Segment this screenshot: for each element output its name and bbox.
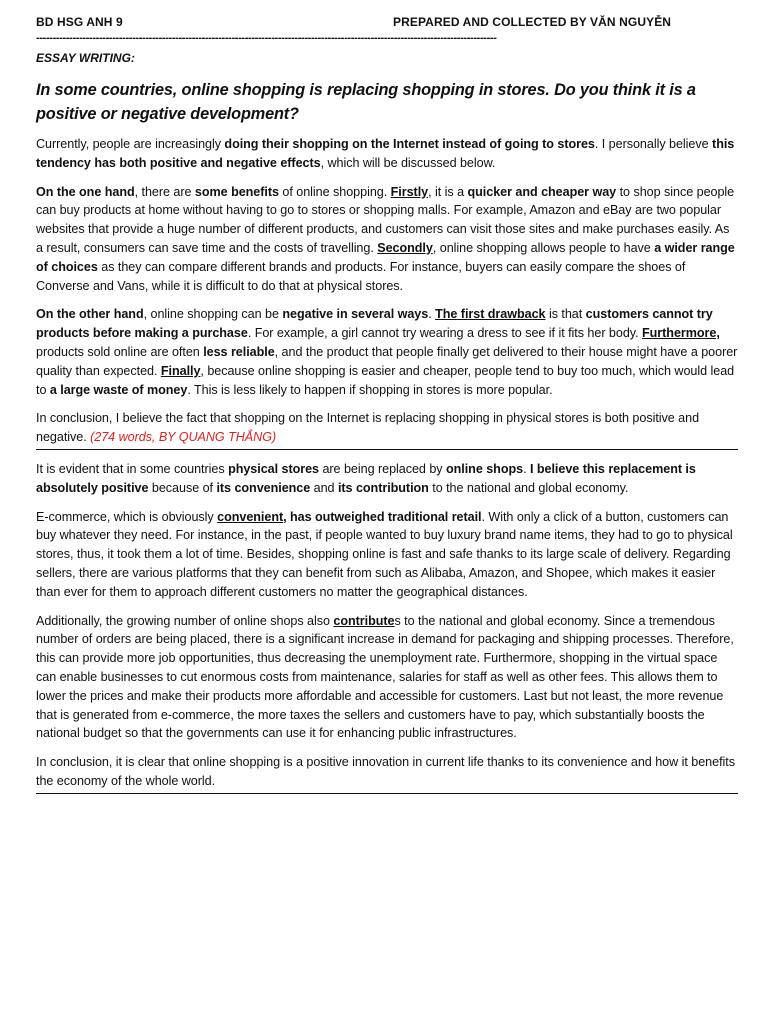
essay-prompt: In some countries, online shopping is replacing shopping in stores. Do you think it is a positive or negative development? (36, 81, 696, 123)
essay-one-body-paragraph-2: On the other hand, online shopping can be negative in several ways. The first drawback is that customers cannot try products before making a purchase. For example, a girl cannot try wearing a dress to see if it fits her body. Furthermore, products sold online are often less reliable, and the product that people finally get delivered to their house might have a poorer quality than expected. Finally, because online shopping is easier and cheaper, people tend to buy too much, which would lead to a large waste of money. This is less likely to happen if shopping in stores is more popular. (36, 307, 738, 397)
end-divider (36, 793, 738, 794)
header-separator: ------------------------------------------------------------------------------------------------------------------------------------------- (36, 32, 497, 44)
author-credit: (274 words, BY QUANG THẮNG) (90, 430, 277, 445)
essay-one-introduction: Currently, people are increasingly doing their shopping on the Internet instead of going to stores. I personally believe this tendency has both positive and negative effects, which will be discussed below. (36, 137, 735, 170)
essay-divider (36, 449, 738, 450)
header-right-credit: PREPARED AND COLLECTED BY VĂN NGUYỄN (393, 15, 672, 29)
essay-two-conclusion: In conclusion, it is clear that online shopping is a positive innovation in current life thanks to its convenience and how it benefits the economy of the whole world. (36, 755, 735, 788)
header-left-title: BD HSG ANH 9 (36, 15, 123, 29)
essay-two-introduction: It is evident that in some countries physical stores are being replaced by online shops. I believe this replacement is absolutely positive because of its convenience and its contribution to the national and global economy. (36, 461, 696, 495)
essay-one-conclusion: In conclusion, I believe the fact that shopping on the Internet is replacing shopping in physical stores is both positive and negative. (274 words, BY QUANG THẮNG) (36, 411, 700, 445)
essay-one-body-paragraph-1: On the one hand, there are some benefits of online shopping. Firstly, it is a quicker and cheaper way to shop since people can buy products at home without having to go to stores or shopping malls. For example, Amazon and eBay are two popular websites that provide a huge number of different products, and customers can visit those sites and make purchases easily. As a result, consumers can save time and the costs of travelling. Secondly, online shopping allows people to have a wider range of choices as they can compare different brands and products. For instance, buyers can easily compare the shoes of Converse and Vans, while it is difficult to do that at physical stores. (36, 184, 735, 293)
essay-one (36, 135, 738, 804)
essay-two-body-paragraph-2: Additionally, the growing number of online shops also contributes to the national and global economy. Since a tremendous number of orders are being placed, there is a significant increase in demand for packaging and shipping processes. Therefore, this can provide more job opportunities, thus decreasing the unemployment rate. Furthermore, shopping in the virtual space can enable businesses to cut enormous costs from maintenance, salaries for staff as well as other fees. This allows them to lower the prices and make their products more affordable and accessible for customers. Last but not least, the more revenue that is generated from e-commerce, the more taxes the sellers and customers have to pay, which substantially boosts the national budget so that the governments can use it for enhancing public infrastructures. (36, 613, 734, 741)
section-label: ESSAY WRITING: (36, 51, 135, 65)
essay-two-body-paragraph-1: E-commerce, which is obviously convenient, has outweighed traditional retail. With only a click of a button, customers can buy whatever they need. For instance, in the past, if people wanted to buy luxury brand name items, they had to go to physical stores, thus, it took them a lot of time. Besides, shopping online is fast and safe thanks to its large scale of delivery. Regarding sellers, there are various platforms that they can benefit from such as Alibaba, Amazon, and Shopee, which makes it easier than ever for them to approach different customers no matter the geographical distances. (36, 509, 733, 599)
